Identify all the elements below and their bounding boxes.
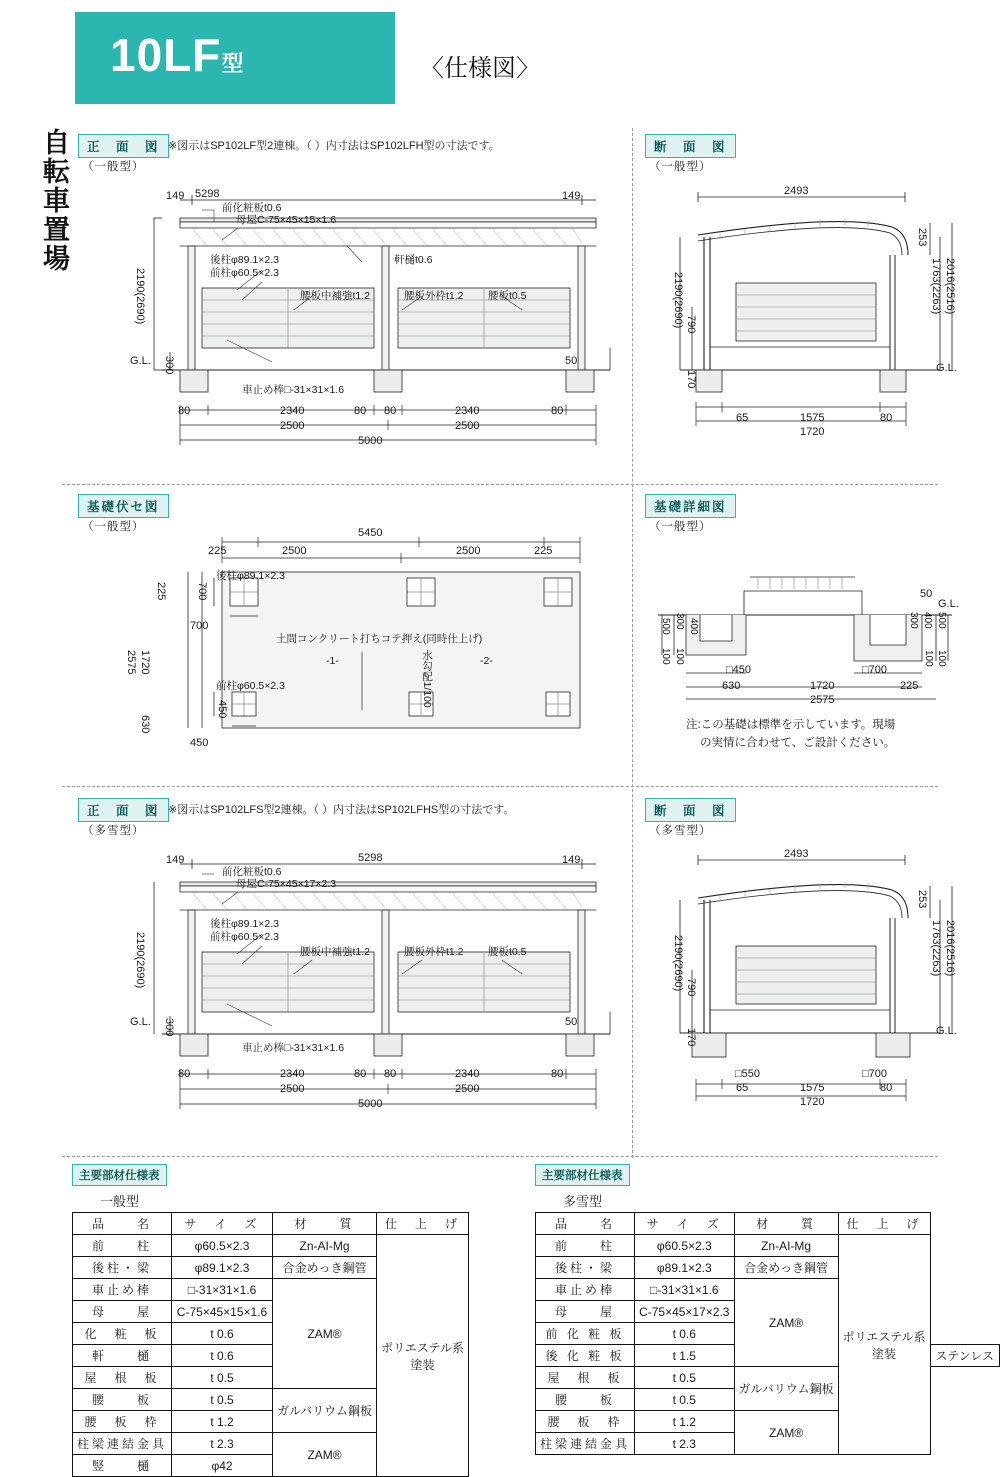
cell-size: t 1.2 <box>172 1411 273 1433</box>
dim-snow-base-h: 300 <box>163 1018 175 1037</box>
cell-name: 後柱・梁 <box>536 1257 635 1279</box>
table-row <box>536 1235 1000 1257</box>
callout-snow-1: 前化粧板t0.6 <box>222 866 282 878</box>
cell-size: t 0.6 <box>172 1345 273 1367</box>
dim-secsnow-80: 80 <box>880 1082 893 1094</box>
dim-sec-top: 2493 <box>784 185 809 197</box>
cell-size: t 0.5 <box>172 1367 273 1389</box>
dim-secsnow-sq700: □700 <box>862 1068 887 1080</box>
dim-secsnow-65: 65 <box>736 1082 749 1094</box>
callout-fp-1: 後柱φ89.1×2.3 <box>216 570 285 582</box>
cell-name: 後柱・梁 <box>73 1257 172 1279</box>
dim-snow-2340-1: 2340 <box>280 1068 305 1080</box>
cell-size: t 0.5 <box>635 1389 735 1411</box>
th-material: 材 質 <box>734 1213 838 1235</box>
dim-fp-450-v: 450 <box>216 700 228 719</box>
category-label: 自転車置場 <box>39 128 69 273</box>
dim-snow-top-width: 5298 <box>358 852 383 864</box>
callout-front-3: 後柱φ89.1×2.3 <box>210 254 279 266</box>
dim-snow-2340-2: 2340 <box>455 1068 480 1080</box>
callout-snow-4: 前柱φ60.5×2.3 <box>210 931 279 943</box>
panel-tag-section-general: 断 面 図 <box>645 134 736 158</box>
dim-fd-500r: 500 <box>936 612 947 629</box>
dim-front-2340-1: 2340 <box>280 405 305 417</box>
dim-front-base-h: 300 <box>163 356 175 375</box>
dim-secsnow-2016: 2016(2516) <box>944 920 956 977</box>
cell-material: Zn-AI-Mg <box>273 1235 377 1257</box>
callout-snow-7: 腰板t0.5 <box>488 946 527 958</box>
cell-size: t 0.5 <box>172 1389 273 1411</box>
dim-fp-1720: 1720 <box>139 650 151 675</box>
dim-fd-400: 400 <box>688 618 699 635</box>
dim-fd-300: 300 <box>674 613 685 630</box>
cell-size: C-75×45×17×2.3 <box>635 1301 735 1323</box>
dim-sec-1575: 1575 <box>800 412 825 424</box>
panel-tag-section-snow: 断 面 図 <box>645 798 736 822</box>
panel-note-front-general: ※図示はSP102LF型2連棟。（ ）内寸法はSP102LFH型の寸法です。 <box>168 140 500 152</box>
dim-sec-170: 170 <box>685 370 697 389</box>
callout-front-4: 前柱φ60.5×2.3 <box>210 267 279 279</box>
cell-name: 屋 根 板 <box>73 1367 172 1389</box>
dim-fp-225-l: 225 <box>208 545 227 557</box>
dim-snow-total: 5000 <box>358 1098 383 1110</box>
panel-sub-section-general: （一般型） <box>649 161 712 173</box>
page-subtitle: 〈仕様図〉 <box>420 55 540 82</box>
callout-snow-3: 後柱φ89.1×2.3 <box>210 918 279 930</box>
cell-material: ZAM® <box>273 1433 377 1477</box>
cell-name: 前 化 粧 板 <box>536 1323 635 1345</box>
cell-material: ZAM® <box>734 1411 838 1455</box>
callout-fp-6: 前柱φ60.5×2.3 <box>216 680 285 692</box>
dim-fd-630: 630 <box>722 680 741 692</box>
drawing-front-general <box>62 170 632 470</box>
dim-sec-253: 253 <box>916 228 928 247</box>
cell-material: Zn-AI-Mg <box>734 1235 838 1257</box>
dim-fd-100c: 100 <box>923 650 934 667</box>
panel-sub-front-general: （一般型） <box>82 161 145 173</box>
dim-front-top-width: 5298 <box>195 188 220 200</box>
dim-snow-right-50: 50 <box>565 1016 578 1028</box>
dim-secsnow-2190: 2190(2690) <box>672 935 684 992</box>
th-name: 品 名 <box>73 1213 172 1235</box>
th-finish: 仕 上 げ <box>838 1213 930 1235</box>
cell-name: 母 屋 <box>536 1301 635 1323</box>
th-material: 材 質 <box>273 1213 377 1235</box>
dim-front-left-eave: 149 <box>166 190 185 202</box>
dim-secsnow-1575: 1575 <box>800 1082 825 1094</box>
dim-fp-225-r: 225 <box>534 545 553 557</box>
cell-size: φ60.5×2.3 <box>172 1235 273 1257</box>
dim-fd-100d: 100 <box>936 650 947 667</box>
dim-sec-2190: 2190(2690) <box>672 272 684 329</box>
dim-secsnow-top: 2493 <box>784 848 809 860</box>
panel-sub-foundation-plan: （一般型） <box>82 521 145 533</box>
callout-snow-6: 腰板外枠t1.2 <box>404 946 464 958</box>
label-sec-gl: G.L. <box>936 362 957 374</box>
cell-size: φ89.1×2.3 <box>172 1257 273 1279</box>
dim-snow-b80-2: 80 <box>354 1068 367 1080</box>
dim-snow-b80-4: 80 <box>551 1068 564 1080</box>
cell-material: ガルバリウム鋼板 <box>734 1367 838 1411</box>
cell-name: 前 柱 <box>536 1235 635 1257</box>
cell-name: 軒 樋 <box>73 1345 172 1367</box>
cell-name: 腰 板 枠 <box>73 1411 172 1433</box>
callout-front-7: 腰板外枠t1.2 <box>404 290 464 302</box>
page-title-text: 10LF <box>110 29 222 81</box>
cell-name: 柱梁連結金具 <box>536 1433 635 1455</box>
cell-size: φ89.1×2.3 <box>635 1257 735 1279</box>
cell-name: 屋 根 板 <box>536 1367 635 1389</box>
dim-front-right-eave: 149 <box>562 190 581 202</box>
dim-secsnow-170: 170 <box>685 1028 697 1047</box>
cell-size: □-31×31×1.6 <box>635 1279 735 1301</box>
dim-fp-225-left: 225 <box>155 582 167 601</box>
foundation-note-line2: の実情に合わせて、ご設計ください。 <box>700 737 896 749</box>
page-title-suffix: 型 <box>221 51 245 76</box>
dim-sec-1763: 1763(2263) <box>930 258 942 315</box>
dim-fd-50: 50 <box>920 588 933 600</box>
dim-front-b80-4: 80 <box>551 405 564 417</box>
dim-fp-630: 630 <box>139 715 151 734</box>
dim-front-2500-2: 2500 <box>455 420 480 432</box>
cell-material: ステンレス <box>930 1345 999 1367</box>
label-fd-gl: G.L. <box>938 598 959 610</box>
panel-tag-front-snow: 正 面 図 <box>78 798 169 822</box>
spec-table-general <box>72 1164 469 1477</box>
cell-name: 化 粧 板 <box>73 1323 172 1345</box>
cell-name: 母 屋 <box>73 1301 172 1323</box>
label-snow-gl: G.L. <box>130 1016 151 1028</box>
panel-sub-foundation-detail: （一般型） <box>649 521 712 533</box>
cell-material: 合金めっき鋼管 <box>734 1257 838 1279</box>
panel-tag-front-general: 正 面 図 <box>78 134 169 158</box>
callout-fp-2: 土間コンクリート打ちコテ押え(同時仕上げ) <box>276 633 483 645</box>
dim-sec-65: 65 <box>736 412 749 424</box>
cell-name: 後 化 粧 板 <box>536 1345 635 1367</box>
th-size: サ イ ズ <box>635 1213 735 1235</box>
dim-sec-1720: 1720 <box>800 426 825 438</box>
cell-name: 腰 板 <box>536 1389 635 1411</box>
table-header-row <box>536 1213 1000 1235</box>
spec-type-snow: 多雪型 <box>563 1194 603 1209</box>
foundation-note-line1: 注:この基礎は標準を示しています。現場 <box>686 719 896 731</box>
cell-size: t 2.3 <box>172 1433 273 1455</box>
cell-size: φ42 <box>172 1455 273 1477</box>
dim-front-total: 5000 <box>358 435 383 447</box>
spec-tag-general: 主要部材仕様表 <box>72 1164 167 1186</box>
dim-fd-2575: 2575 <box>810 694 835 706</box>
th-finish: 仕 上 げ <box>377 1213 469 1235</box>
dim-snow-left-eave: 149 <box>166 854 185 866</box>
callout-fp-5: 水勾配1/100 <box>421 650 433 708</box>
dim-front-height: 2190(2690) <box>134 268 146 325</box>
table-general <box>72 1212 469 1477</box>
cell-material: 合金めっき鋼管 <box>273 1257 377 1279</box>
dim-fd-225: 225 <box>900 680 919 692</box>
cell-size: φ60.5×2.3 <box>635 1235 735 1257</box>
dim-snow-right-eave: 149 <box>562 854 581 866</box>
spec-type-general: 一般型 <box>100 1194 140 1209</box>
dim-fp-total: 5450 <box>358 527 383 539</box>
table-snow <box>535 1212 1000 1455</box>
panel-tag-foundation-plan: 基礎伏セ図 <box>78 494 169 518</box>
dim-front-b80-3: 80 <box>384 405 397 417</box>
cell-finish: ポリエステル系 塗装 <box>838 1235 930 1455</box>
th-name: 品 名 <box>536 1213 635 1235</box>
dim-secsnow-790: 790 <box>685 978 697 997</box>
cell-size: t 0.5 <box>635 1367 735 1389</box>
divider-horizontal-3 <box>62 1156 938 1157</box>
cell-name: 竪 樋 <box>73 1455 172 1477</box>
dim-sec-790: 790 <box>685 315 697 334</box>
cell-finish: ポリエステル系 塗装 <box>377 1235 469 1477</box>
dim-snow-b80-1: 80 <box>178 1068 191 1080</box>
dim-fd-sq450: □450 <box>726 664 751 676</box>
dim-fp-700-v: 700 <box>196 582 208 601</box>
cell-name: 腰 板 <box>73 1389 172 1411</box>
dim-front-2500-1: 2500 <box>280 420 305 432</box>
dim-secsnow-1763: 1763(2263) <box>930 920 942 977</box>
callout-snow-5: 腰板中補強t1.2 <box>300 946 371 958</box>
dim-fd-1720: 1720 <box>810 680 835 692</box>
callout-front-9: 車止め棒□-31×31×1.6 <box>242 384 345 396</box>
cell-size: t 0.6 <box>635 1323 735 1345</box>
panel-tag-foundation-detail: 基礎詳細図 <box>645 494 736 518</box>
cell-size: C-75×45×15×1.6 <box>172 1301 273 1323</box>
callout-fp-4: -2- <box>480 655 493 667</box>
callout-snow-2: 母屋C-75×45×17×2.3 <box>236 878 337 890</box>
cell-size: t 2.3 <box>635 1433 735 1455</box>
drawing-front-snow <box>62 834 632 1134</box>
cell-size: □-31×31×1.6 <box>172 1279 273 1301</box>
dim-secsnow-253: 253 <box>916 890 928 909</box>
dim-fp-2500-2: 2500 <box>456 545 481 557</box>
dim-snow-2500-2: 2500 <box>455 1083 480 1095</box>
callout-front-8: 腰板t0.5 <box>488 290 527 302</box>
table-header-row <box>73 1213 469 1235</box>
dim-front-b80-1: 80 <box>178 405 191 417</box>
dim-fd-400r: 400 <box>922 612 933 629</box>
callout-snow-8: 車止め棒□-31×31×1.6 <box>242 1042 345 1054</box>
page-title <box>110 28 244 82</box>
cell-material: ZAM® <box>273 1279 377 1389</box>
dim-snow-2500-1: 2500 <box>280 1083 305 1095</box>
dim-snow-b80-3: 80 <box>384 1068 397 1080</box>
dim-front-2340-2: 2340 <box>455 405 480 417</box>
callout-fp-3: -1- <box>326 655 339 667</box>
cell-name: 車止め棒 <box>73 1279 172 1301</box>
dim-sec-80: 80 <box>880 412 893 424</box>
dim-fp-450-h: 450 <box>190 737 209 749</box>
dim-fp-2500-1: 2500 <box>282 545 307 557</box>
callout-front-6: 腰板中補強t1.2 <box>300 290 371 302</box>
spec-table-snow <box>535 1164 1000 1455</box>
divider-horizontal-2 <box>62 786 938 787</box>
dim-secsnow-sq550: □550 <box>735 1068 760 1080</box>
dim-fd-100b: 100 <box>674 648 685 665</box>
dim-fp-700-h: 700 <box>190 620 209 632</box>
spec-tag-snow: 主要部材仕様表 <box>535 1164 630 1186</box>
dim-front-right-50: 50 <box>565 355 578 367</box>
divider-horizontal-1 <box>62 484 938 485</box>
label-secsnow-gl: G.L. <box>936 1025 957 1037</box>
dim-fd-500: 500 <box>660 618 671 635</box>
dim-fd-300r: 300 <box>908 612 919 629</box>
callout-front-5: 軒樋t0.6 <box>394 254 433 266</box>
dim-secsnow-1720: 1720 <box>800 1096 825 1108</box>
callout-front-2: 母屋C-75×45×15×1.6 <box>236 214 337 226</box>
cell-material: ガルバリウム鋼板 <box>273 1389 377 1433</box>
dim-fd-sq700: □700 <box>862 664 887 676</box>
th-size: サ イ ズ <box>172 1213 273 1235</box>
cell-name: 柱梁連結金具 <box>73 1433 172 1455</box>
panel-sub-section-snow: （多雪型） <box>649 825 712 837</box>
cell-size: t 1.2 <box>635 1411 735 1433</box>
cell-name: 前 柱 <box>73 1235 172 1257</box>
dim-fd-100a: 100 <box>660 648 671 665</box>
cell-name: 車止め棒 <box>536 1279 635 1301</box>
divider-vertical <box>632 128 633 1158</box>
cell-size: t 1.5 <box>635 1345 735 1367</box>
panel-sub-front-snow: （多雪型） <box>82 825 145 837</box>
cell-material: ZAM® <box>734 1279 838 1367</box>
callout-front-1: 前化粧板t0.6 <box>222 202 282 214</box>
cell-size: t 0.6 <box>172 1323 273 1345</box>
dim-snow-height: 2190(2690) <box>134 932 146 989</box>
cell-name: 腰 板 枠 <box>536 1411 635 1433</box>
dim-sec-2016: 2016(2516) <box>944 258 956 315</box>
panel-note-front-snow: ※図示はSP102LFS型2連棟。（ ）内寸法はSP102LFHS型の寸法です。 <box>168 804 515 816</box>
label-front-gl: G.L. <box>130 355 151 367</box>
dim-front-b80-2: 80 <box>354 405 367 417</box>
dim-fp-2575: 2575 <box>125 650 137 675</box>
table-row <box>73 1235 469 1257</box>
